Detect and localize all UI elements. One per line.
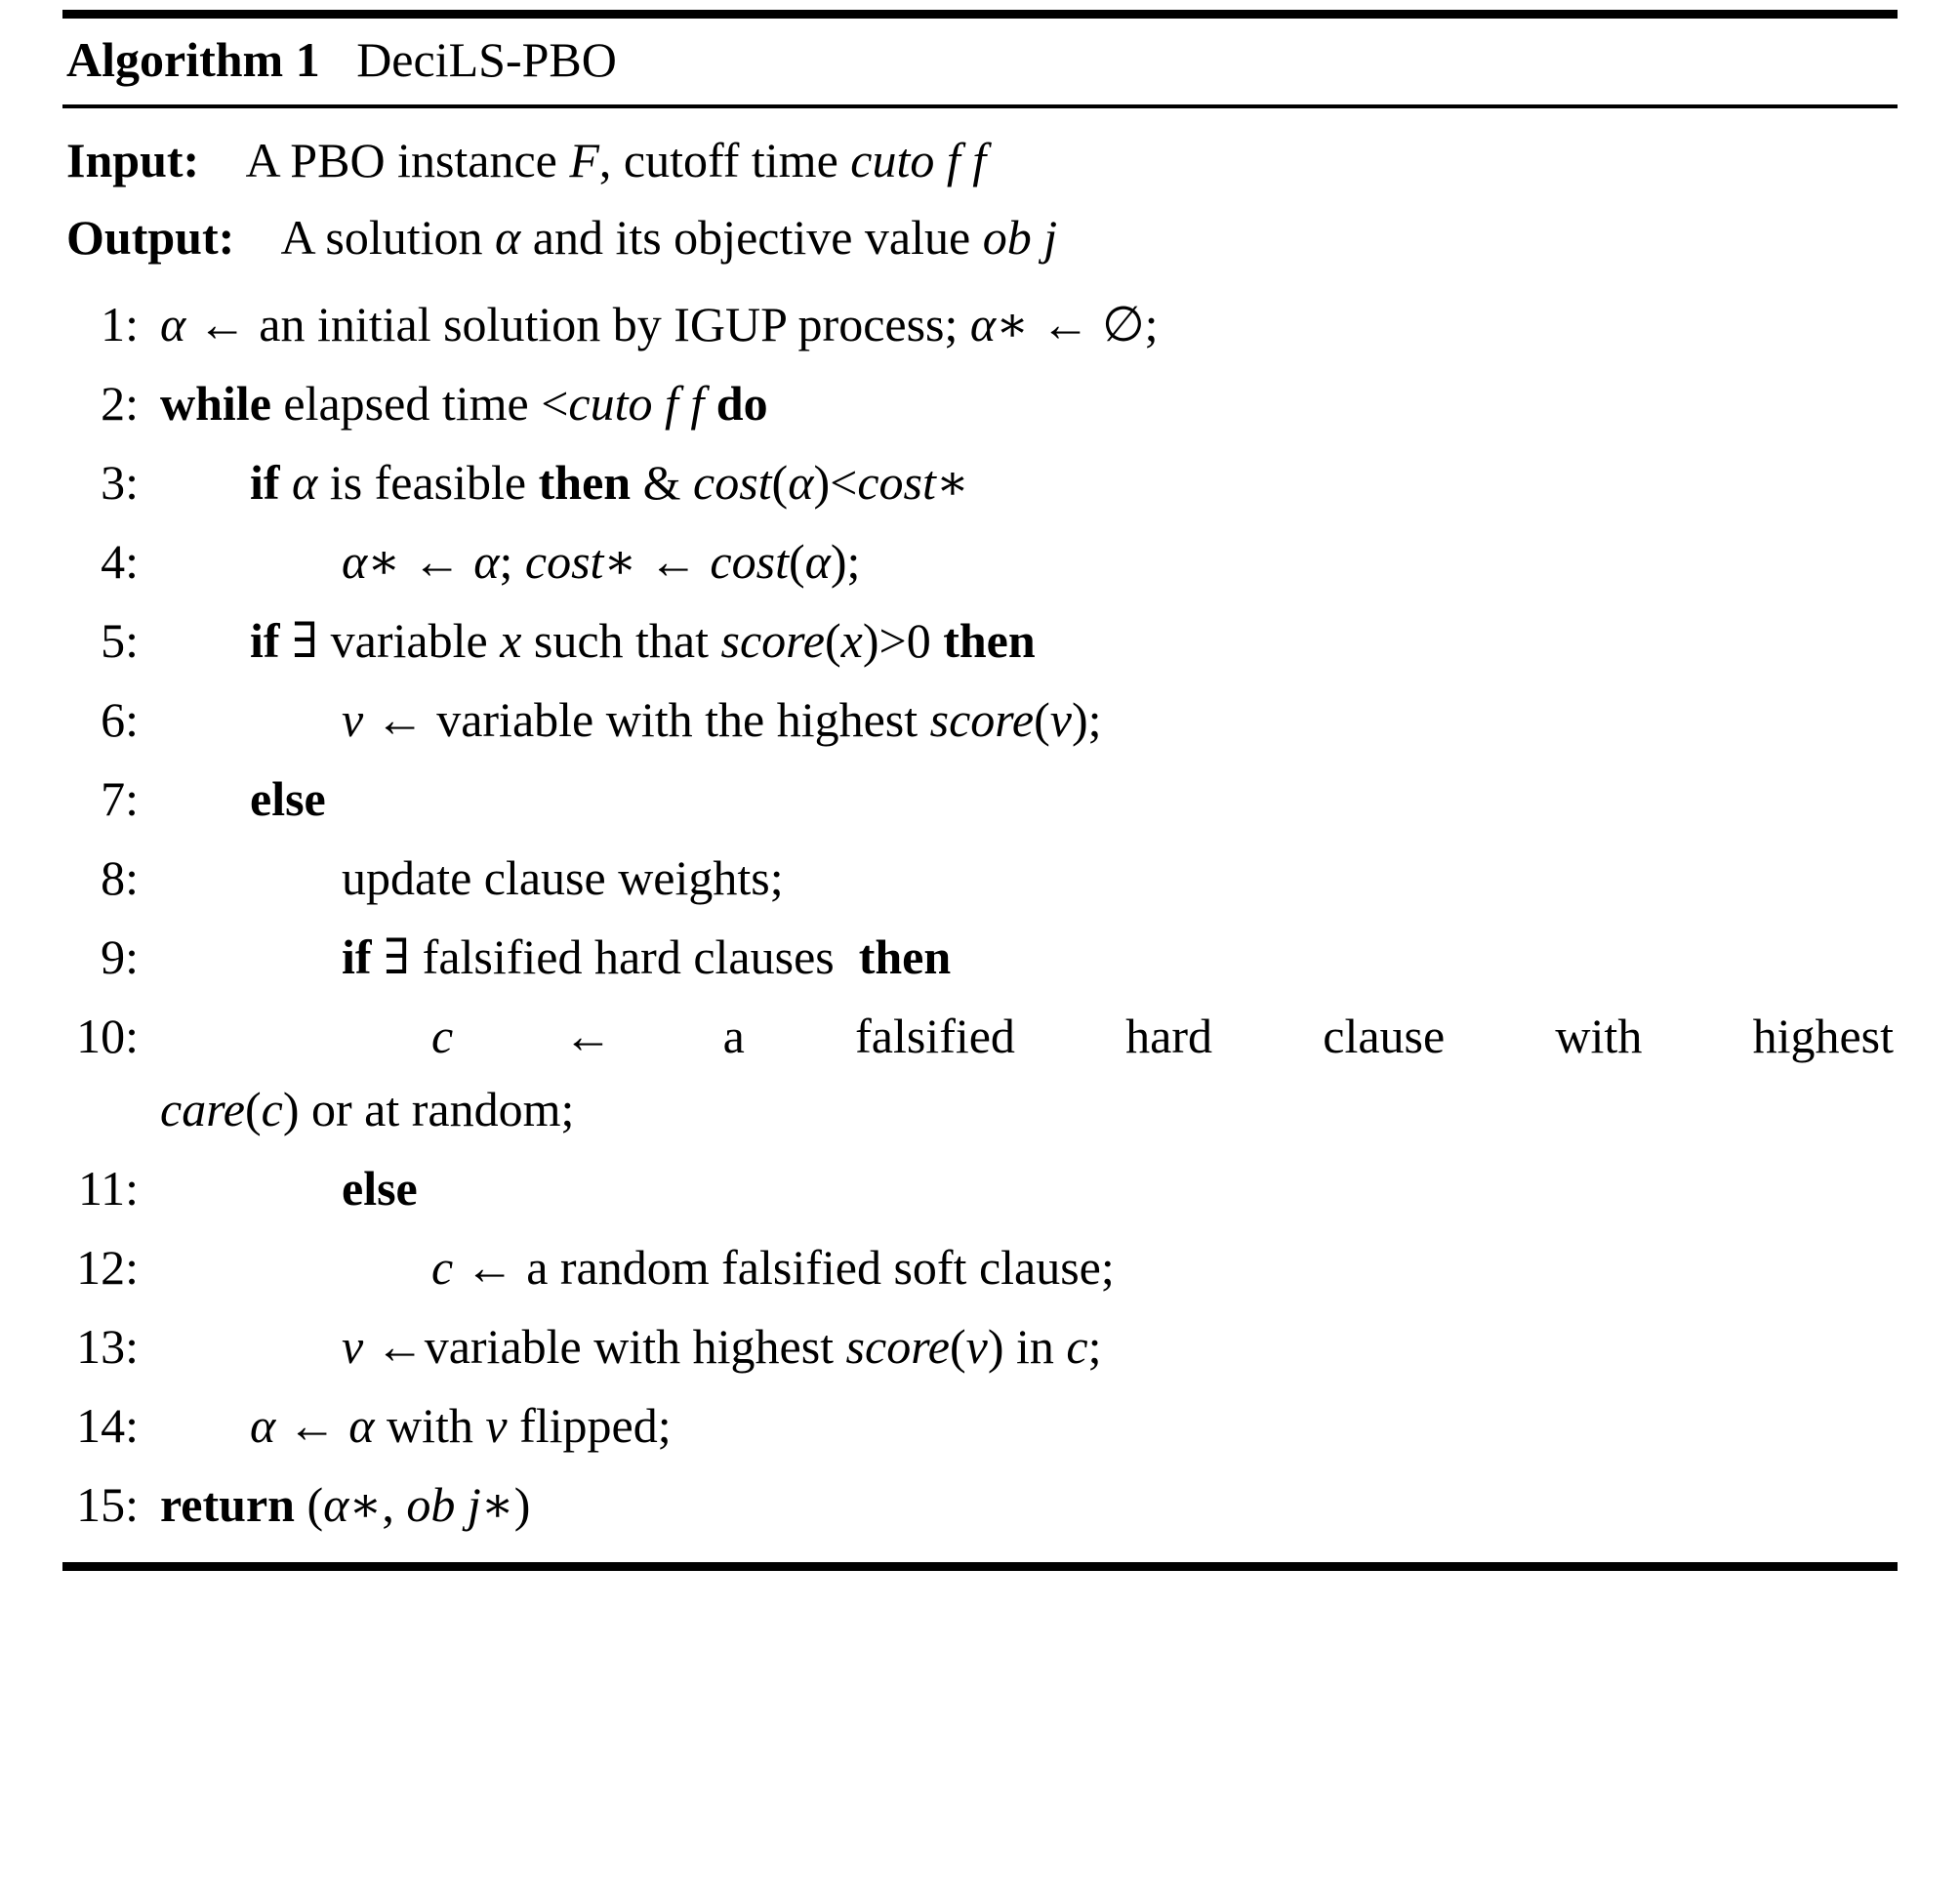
algorithm-title bbox=[62, 19, 1898, 104]
step-number: 5: bbox=[101, 612, 139, 668]
step-text: c ← a falsified hard clause with highest bbox=[431, 1008, 1894, 1063]
step-text: else bbox=[342, 1160, 418, 1216]
step-text: α ← an initial solution by IGUP process; α∗ ← ∅; bbox=[160, 296, 1159, 351]
input-gap bbox=[212, 133, 236, 187]
step-row bbox=[66, 760, 1894, 839]
step-text: return (α∗, ob j∗) bbox=[160, 1476, 531, 1532]
step-row bbox=[66, 681, 1894, 760]
step-number: 12: bbox=[76, 1239, 139, 1295]
algorithm-name-spacer bbox=[332, 32, 345, 87]
step-text: α∗ ← α; cost∗ ← cost(α); bbox=[342, 533, 861, 589]
step-row bbox=[66, 997, 1894, 1076]
algorithm-name: DeciLS-PBO bbox=[356, 32, 617, 87]
step-number: 14: bbox=[76, 1397, 139, 1453]
step-text: update clause weights; bbox=[342, 849, 784, 905]
step-row bbox=[66, 918, 1894, 997]
output-label: Output: bbox=[66, 210, 235, 265]
step-text: α ← α with v flipped; bbox=[250, 1397, 672, 1453]
step-row bbox=[66, 1307, 1894, 1386]
step-continuation-text: care(c) or at random; bbox=[160, 1081, 575, 1136]
step-number: 2: bbox=[101, 375, 139, 431]
step-number: 1: bbox=[101, 296, 139, 351]
step-number: 4: bbox=[101, 533, 139, 589]
algorithm-steps bbox=[62, 281, 1898, 1562]
input-label: Input: bbox=[66, 132, 200, 187]
step-number: 10: bbox=[76, 1008, 139, 1063]
step-continuation-row bbox=[66, 1076, 1894, 1149]
step-text: if ∃ falsified hard clauses then bbox=[342, 928, 952, 984]
step-row bbox=[66, 1228, 1894, 1307]
step-row bbox=[66, 1465, 1894, 1545]
step-number: 13: bbox=[76, 1318, 139, 1374]
input-line bbox=[66, 122, 1894, 200]
step-text: if α is feasible then & cost(α)<cost∗ bbox=[250, 454, 969, 510]
step-text: while elapsed time <cuto f f do bbox=[160, 375, 768, 431]
step-text: v ← variable with the highest score(v); bbox=[342, 691, 1102, 747]
step-number: 3: bbox=[101, 454, 139, 510]
step-row bbox=[66, 522, 1894, 601]
step-number: 15: bbox=[76, 1476, 139, 1532]
step-number: 8: bbox=[101, 849, 139, 905]
step-row bbox=[66, 839, 1894, 918]
step-row bbox=[66, 364, 1894, 443]
step-text: else bbox=[250, 770, 326, 826]
bottom-rule bbox=[62, 1562, 1898, 1571]
step-number: 7: bbox=[101, 770, 139, 826]
output-line bbox=[66, 199, 1894, 277]
top-rule bbox=[62, 10, 1898, 19]
step-row bbox=[66, 1386, 1894, 1465]
input-text: A PBO instance F, cutoff time cuto f f bbox=[245, 132, 987, 187]
step-row bbox=[66, 285, 1894, 364]
step-number: 9: bbox=[101, 928, 139, 984]
step-row bbox=[66, 601, 1894, 681]
step-text: v ←variable with highest score(v) in c; bbox=[342, 1318, 1102, 1374]
output-text: A solution α and its objective value ob j bbox=[280, 210, 1058, 265]
step-number: 6: bbox=[101, 691, 139, 747]
step-text: c ← a random falsified soft clause; bbox=[431, 1239, 1115, 1295]
step-row bbox=[66, 1149, 1894, 1228]
step-number: 11: bbox=[77, 1160, 139, 1216]
algorithm-block bbox=[62, 10, 1898, 1571]
step-text: if ∃ variable x such that score(x)>0 then bbox=[250, 612, 1036, 668]
step-row bbox=[66, 443, 1894, 522]
output-gap bbox=[247, 210, 271, 265]
algorithm-label: Algorithm 1 bbox=[66, 32, 320, 87]
io-block bbox=[62, 108, 1898, 281]
